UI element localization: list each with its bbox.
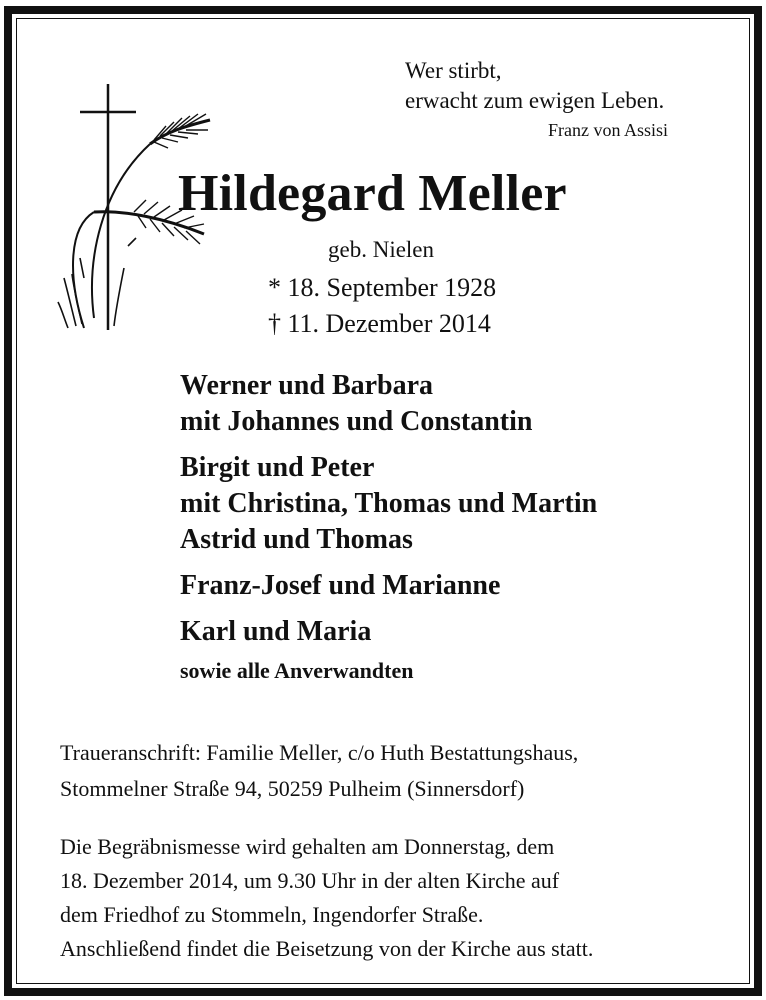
deceased-name: Hildegard Meller [178, 165, 567, 222]
mourner-line: Franz-Josef und Marianne [180, 570, 501, 601]
mass-line: Die Begräbnismesse wird gehalten am Donnerstag, dem [60, 834, 555, 859]
mourners-list [180, 368, 597, 686]
mass-line: dem Friedhof zu Stommeln, Ingendorfer Straße. [60, 902, 484, 927]
mass-line: Anschließend findet die Beisetzung von der Kirche aus statt. [60, 936, 594, 961]
mourner-line: Astrid und Thomas [180, 524, 413, 555]
mourner-line: mit Christina, Thomas und Martin [180, 488, 598, 519]
quote-line-1: Wer stirbt, [405, 58, 502, 83]
maiden-name: geb. Nielen [328, 237, 435, 262]
funeral-mass-info [60, 830, 593, 966]
quote-line-2: erwacht zum ewigen Leben. [405, 88, 665, 113]
mass-line: 18. Dezember 2014, um 9.30 Uhr in der alten Kirche auf [60, 868, 560, 893]
mourner-line: Karl und Maria [180, 616, 372, 647]
address-line-1: Traueranschrift: Familie Meller, c/o Huth Bestattungshaus, [60, 740, 579, 765]
mourner-line: Birgit und Peter [180, 452, 375, 483]
mourner-line: sowie alle Anverwandten [180, 658, 414, 683]
death-date: † 11. Dezember 2014 [268, 309, 491, 338]
quote-author: Franz von Assisi [548, 120, 669, 140]
address-line-2: Stommelner Straße 94, 50259 Pulheim (Sinnersdorf) [60, 776, 525, 801]
mourning-address [60, 735, 578, 807]
mourner-line: mit Johannes und Constantin [180, 406, 533, 437]
quote [405, 56, 664, 116]
birth-date: * 18. September 1928 [268, 273, 497, 302]
mourner-line: Werner und Barbara [180, 370, 434, 401]
